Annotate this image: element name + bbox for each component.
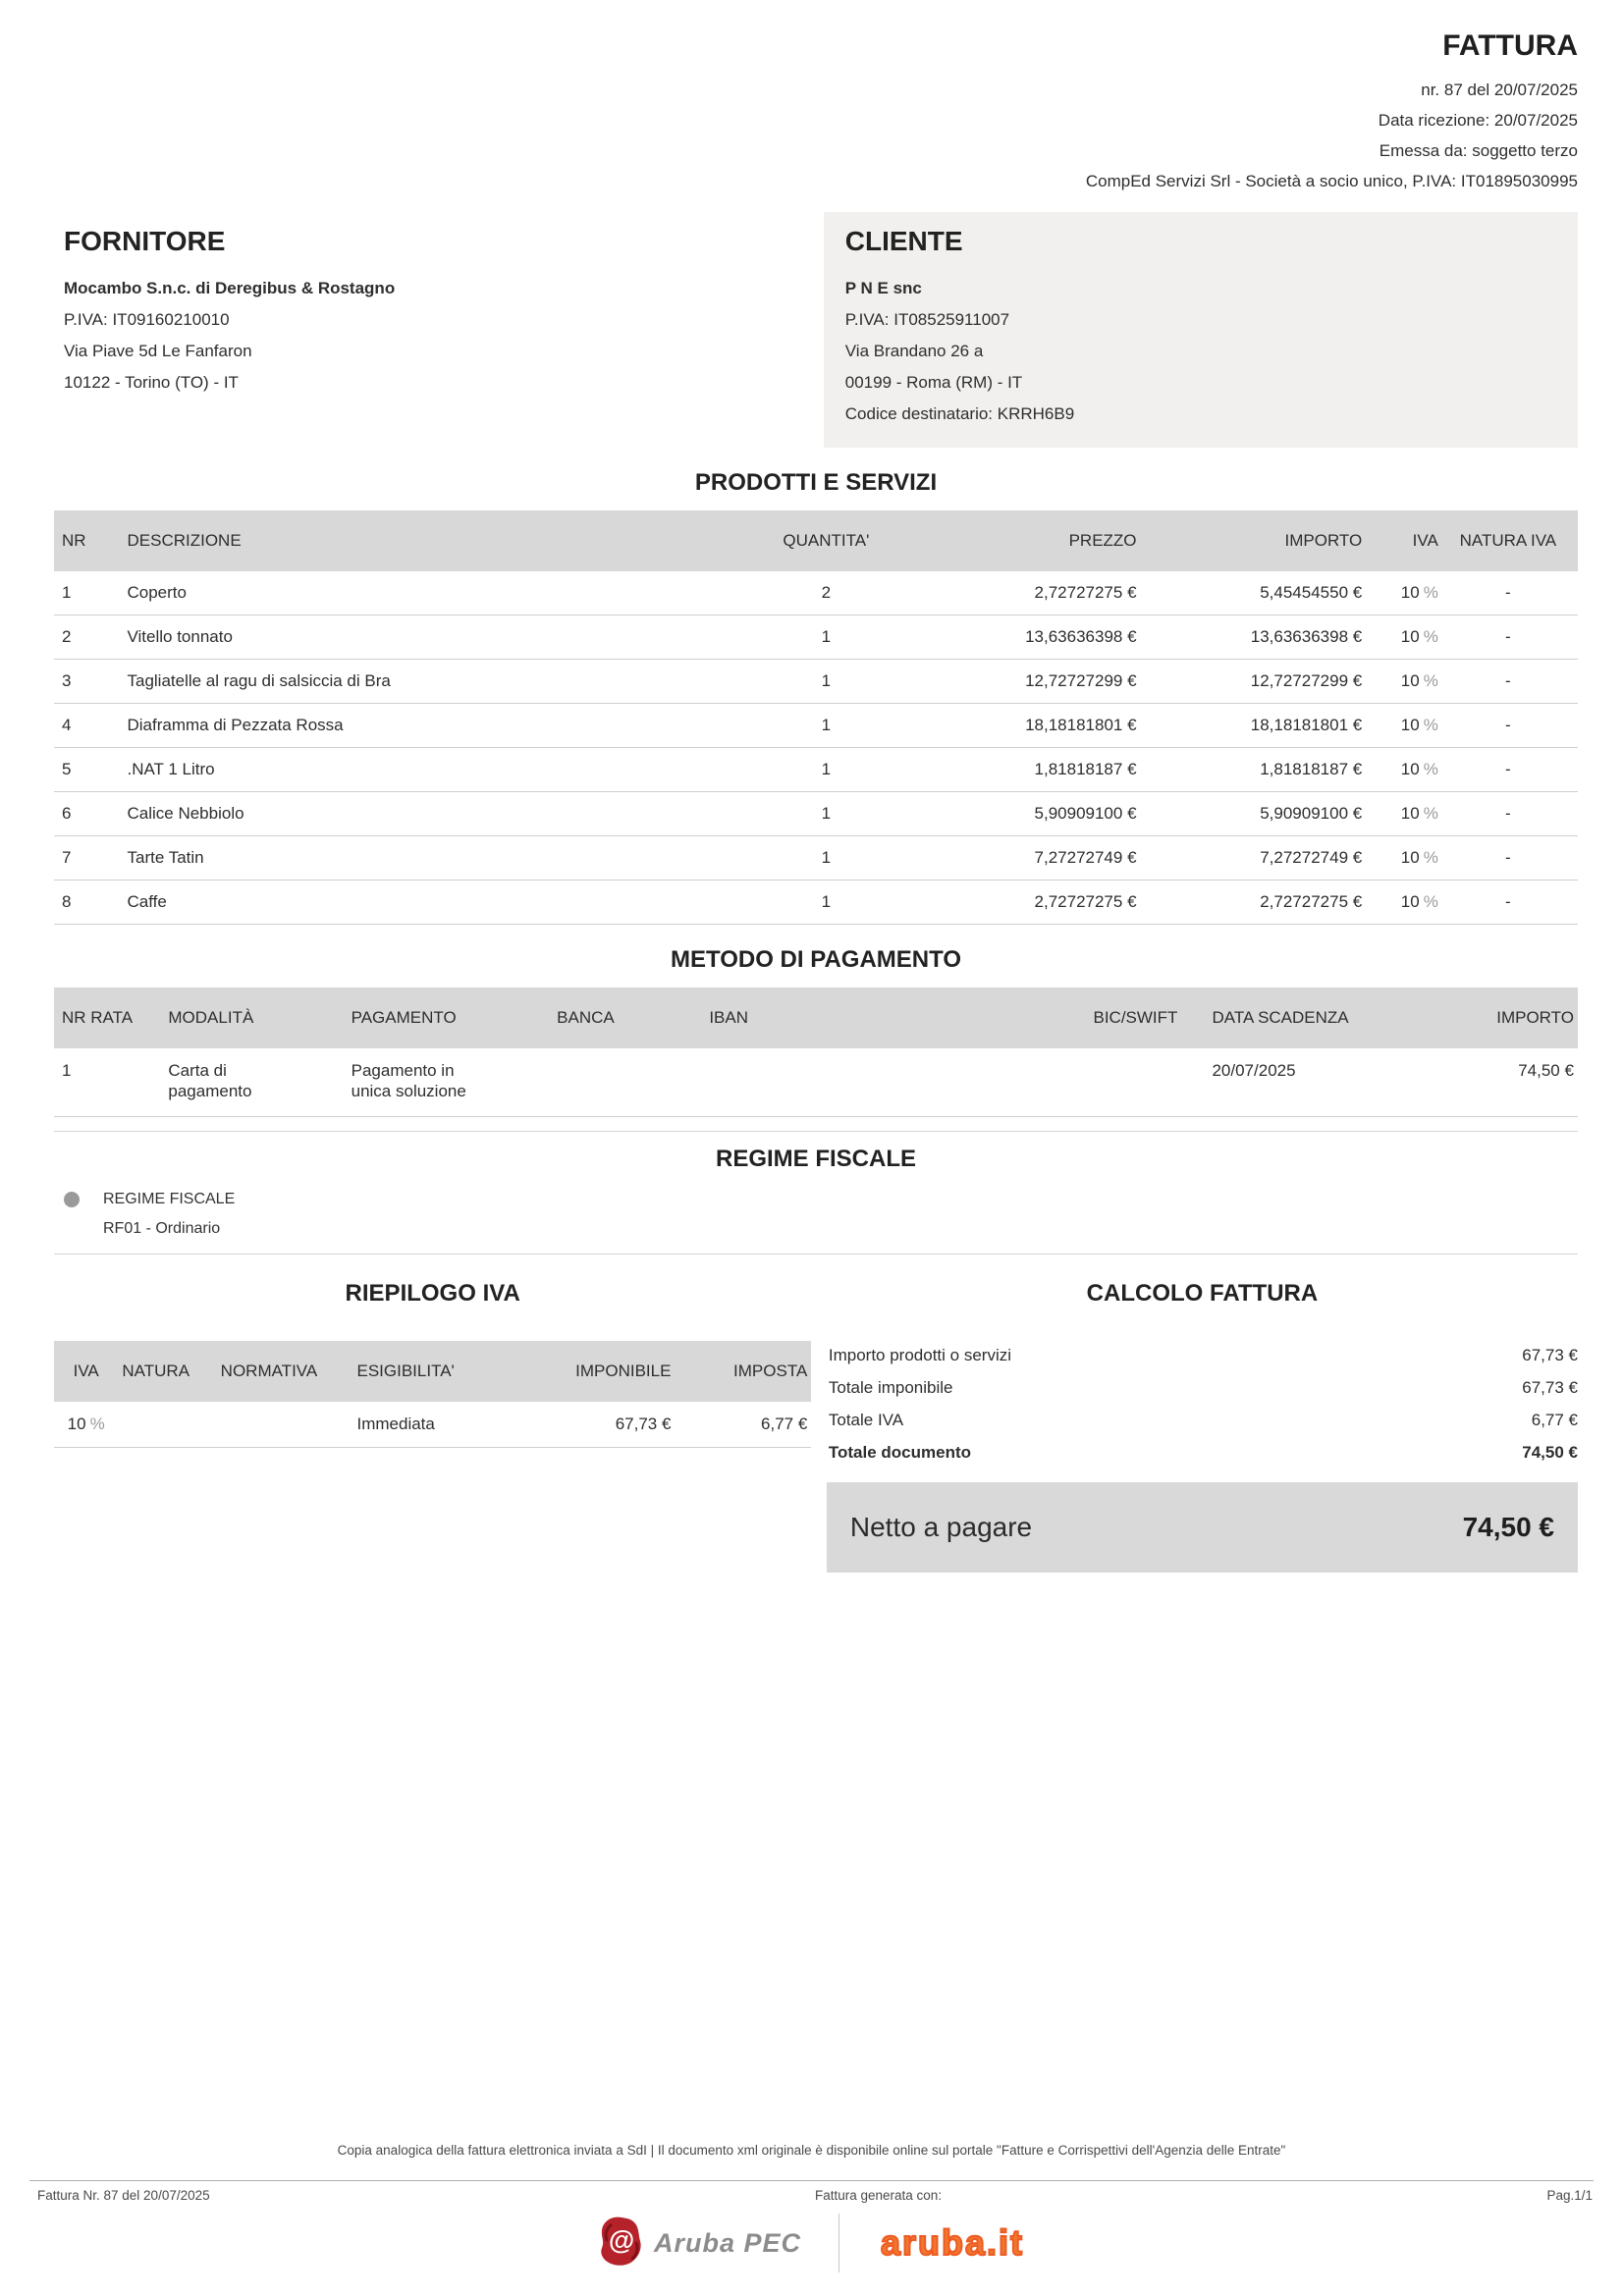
product-row <box>54 748 1578 792</box>
vat-imponibile: 67,73 € <box>615 1415 672 1433</box>
percent-sign: % <box>1423 716 1438 734</box>
col-iva: IVA <box>1412 531 1438 550</box>
supplier-block <box>54 212 808 448</box>
product-vat-rate: 10 % <box>1400 671 1438 690</box>
footer-logos <box>0 2209 1623 2277</box>
customer-heading: CLIENTE <box>844 226 963 256</box>
calc-label: Totale documento <box>828 1443 972 1462</box>
legal-note: Copia analogica della fattura elettronica inviata a SdI | Il documento xml originale è disponibile online sul portale "Fatture e Corrispettivi dell'Agenzia delle Entrate" <box>337 2143 1286 2158</box>
bullet-icon <box>64 1192 80 1207</box>
vat-summary-block <box>54 1258 811 1573</box>
product-amount: 18,18181801 € <box>1250 716 1363 734</box>
col-prezzo: PREZZO <box>1068 531 1137 550</box>
product-row <box>54 571 1578 615</box>
tax-regime-item <box>54 1191 1578 1208</box>
product-description: .NAT 1 Litro <box>127 760 215 778</box>
product-quantity: 1 <box>821 892 832 911</box>
product-price: 13,63636398 € <box>1025 627 1137 646</box>
product-vat-nature: - <box>1505 671 1511 690</box>
percent-sign: % <box>1423 760 1438 778</box>
customer-city: 00199 - Roma (RM) - IT <box>844 373 1023 392</box>
product-price: 2,72727275 € <box>1034 892 1137 911</box>
product-quantity: 1 <box>821 848 832 867</box>
product-amount: 2,72727275 € <box>1260 892 1363 911</box>
vat-summary-table-header <box>54 1341 811 1402</box>
calc-row-taxable <box>827 1371 1578 1404</box>
customer-block <box>824 212 1578 448</box>
calc-label: Totale IVA <box>828 1411 904 1429</box>
product-nr: 1 <box>62 583 72 602</box>
calc-value: 6,77 € <box>1531 1411 1578 1429</box>
product-amount: 5,90909100 € <box>1260 804 1363 823</box>
reception-date-line: Data ricezione: 20/07/2025 <box>1378 111 1578 130</box>
product-price: 7,27272749 € <box>1034 848 1137 867</box>
product-vat-nature: - <box>1505 848 1511 867</box>
percent-sign: % <box>1423 804 1438 823</box>
payment-nr-rata: 1 <box>62 1061 72 1080</box>
product-vat-rate: 10 % <box>1400 848 1438 867</box>
vat-rate: 10 % <box>67 1415 105 1433</box>
col-natura-iva: NATURA IVA <box>1459 531 1557 550</box>
product-vat-rate: 10 % <box>1400 716 1438 734</box>
payment-section-heading: METODO DI PAGAMENTO <box>670 946 961 973</box>
col-esigibilita: ESIGIBILITA' <box>356 1362 455 1380</box>
tax-regime-value: RF01 - Ordinario <box>103 1220 221 1237</box>
col-imponibile: IMPONIBILE <box>575 1362 672 1380</box>
product-description: Diaframma di Pezzata Rossa <box>127 716 344 734</box>
calc-value: 67,73 € <box>1522 1346 1578 1364</box>
product-vat-nature: - <box>1505 716 1511 734</box>
product-vat-nature: - <box>1505 583 1511 602</box>
product-row <box>54 660 1578 704</box>
footer-generated-with: Fattura generata con: <box>814 2188 943 2203</box>
col-nr: NR <box>62 531 86 550</box>
net-to-pay-box <box>827 1482 1578 1573</box>
product-row <box>54 792 1578 836</box>
product-description: Tagliatelle al ragu di salsiccia di Bra <box>127 671 391 690</box>
product-nr: 4 <box>62 716 72 734</box>
aruba-pec-logo <box>599 2216 801 2271</box>
percent-sign: % <box>1423 627 1438 646</box>
percent-sign: % <box>1423 671 1438 690</box>
supplier-name: Mocambo S.n.c. di Deregibus & Rostagno <box>64 279 396 297</box>
invoice-calc-heading: CALCOLO FATTURA <box>1086 1280 1319 1307</box>
product-row <box>54 704 1578 748</box>
product-nr: 5 <box>62 760 72 778</box>
product-amount: 13,63636398 € <box>1250 627 1363 646</box>
customer-recipient-code: Codice destinatario: KRRH6B9 <box>844 404 1075 423</box>
col-iban: IBAN <box>709 1008 749 1027</box>
col-bic-swift: BIC/SWIFT <box>1093 1008 1178 1027</box>
col-modalita: MODALITÀ <box>168 1008 254 1027</box>
footer-row <box>37 2188 1593 2203</box>
customer-name: P N E snc <box>844 279 922 297</box>
net-to-pay-label: Netto a pagare <box>849 1512 1033 1542</box>
product-quantity: 1 <box>821 671 832 690</box>
payment-importo: 74,50 € <box>1518 1061 1574 1080</box>
product-description: Calice Nebbiolo <box>127 804 244 823</box>
parties-section <box>54 212 1578 448</box>
aruba-rose-icon <box>599 2216 644 2271</box>
product-price: 5,90909100 € <box>1034 804 1137 823</box>
payment-row <box>54 1048 1578 1117</box>
product-price: 1,81818187 € <box>1034 760 1137 778</box>
payment-table <box>54 988 1578 1117</box>
product-nr: 8 <box>62 892 72 911</box>
calc-value: 74,50 € <box>1522 1443 1578 1462</box>
vat-summary-row <box>54 1402 811 1448</box>
product-description: Caffe <box>127 892 167 911</box>
product-description: Vitello tonnato <box>127 627 233 646</box>
payment-modalita: Carta di pagamento <box>168 1061 252 1100</box>
col-natura: NATURA <box>122 1362 190 1380</box>
vat-summary-heading: RIEPILOGO IVA <box>345 1280 520 1307</box>
footer-invoice-ref: Fattura Nr. 87 del 20/07/2025 <box>37 2188 210 2203</box>
product-vat-rate: 10 % <box>1400 627 1438 646</box>
third-party-line: CompEd Servizi Srl - Società a socio unico, P.IVA: IT01895030995 <box>1085 172 1578 190</box>
product-price: 18,18181801 € <box>1025 716 1137 734</box>
product-quantity: 1 <box>821 627 832 646</box>
product-row <box>54 881 1578 925</box>
product-quantity: 1 <box>821 760 832 778</box>
col-normativa: NORMATIVA <box>220 1362 318 1380</box>
invoice-calc-rows <box>827 1339 1578 1468</box>
product-description: Coperto <box>127 583 187 602</box>
product-vat-rate: 10 % <box>1400 804 1438 823</box>
invoice-title: FATTURA <box>1442 29 1578 62</box>
product-vat-nature: - <box>1505 760 1511 778</box>
customer-address: Via Brandano 26 a <box>844 342 984 360</box>
payment-pagamento: Pagamento in unica soluzione <box>351 1061 466 1100</box>
product-vat-rate: 10 % <box>1400 892 1438 911</box>
calc-label: Totale imponibile <box>828 1378 953 1397</box>
product-row <box>54 615 1578 660</box>
aruba-pec-label: Aruba PEC <box>653 2227 801 2258</box>
supplier-heading: FORNITORE <box>64 226 226 256</box>
col-imposta: IMPOSTA <box>733 1362 808 1380</box>
supplier-address: Via Piave 5d Le Fanfaron <box>64 342 252 360</box>
product-nr: 7 <box>62 848 72 867</box>
product-description: Tarte Tatin <box>127 848 204 867</box>
col-descrizione: DESCRIZIONE <box>127 531 242 550</box>
product-nr: 3 <box>62 671 72 690</box>
tax-regime-label: REGIME FISCALE <box>103 1191 236 1207</box>
product-quantity: 1 <box>821 804 832 823</box>
svg-text:@: @ <box>608 2224 635 2255</box>
calc-row-document-total <box>827 1436 1578 1468</box>
product-price: 2,72727275 € <box>1034 583 1137 602</box>
col-pagamento: PAGAMENTO <box>351 1008 457 1027</box>
summary-section <box>54 1258 1578 1573</box>
product-amount: 7,27272749 € <box>1260 848 1363 867</box>
product-price: 12,72727299 € <box>1025 671 1137 690</box>
col-nr-rata: NR RATA <box>62 1008 134 1027</box>
percent-sign: % <box>1423 583 1438 602</box>
footer-divider <box>29 2180 1594 2181</box>
product-nr: 2 <box>62 627 72 646</box>
percent-sign: % <box>1423 848 1438 867</box>
payment-table-header <box>54 988 1578 1048</box>
footer-page-number: Pag.1/1 <box>1546 2188 1593 2203</box>
product-quantity: 1 <box>821 716 832 734</box>
product-amount: 12,72727299 € <box>1250 671 1363 690</box>
products-table <box>54 510 1578 925</box>
payment-data-scadenza: 20/07/2025 <box>1212 1061 1296 1080</box>
product-amount: 1,81818187 € <box>1260 760 1363 778</box>
document-header <box>54 29 1578 196</box>
calc-label: Importo prodotti o servizi <box>828 1346 1012 1364</box>
invoice-number-line: nr. 87 del 20/07/2025 <box>1421 80 1578 99</box>
col-iva-rate: IVA <box>73 1362 99 1380</box>
invoice-meta <box>54 75 1578 196</box>
calc-row-products <box>827 1339 1578 1371</box>
net-to-pay-value: 74,50 € <box>1462 1512 1554 1542</box>
calc-value: 67,73 € <box>1522 1378 1578 1397</box>
invoice-calc-block <box>827 1258 1578 1573</box>
col-data-scadenza: DATA SCADENZA <box>1212 1008 1349 1027</box>
col-banca: BANCA <box>557 1008 615 1027</box>
calc-row-vat <box>827 1404 1578 1436</box>
col-quantita: QUANTITA' <box>783 531 870 550</box>
product-amount: 5,45454550 € <box>1260 583 1363 602</box>
products-section-heading: PRODOTTI E SERVIZI <box>694 469 938 496</box>
vat-imposta: 6,77 € <box>761 1415 808 1433</box>
supplier-city: 10122 - Torino (TO) - IT <box>64 373 239 392</box>
product-vat-nature: - <box>1505 804 1511 823</box>
percent-sign: % <box>89 1415 105 1433</box>
customer-vat: P.IVA: IT08525911007 <box>844 310 1010 329</box>
product-vat-nature: - <box>1505 892 1511 911</box>
aruba-it-logo: aruba.it <box>881 2222 1025 2263</box>
supplier-vat: P.IVA: IT09160210010 <box>64 310 230 329</box>
col-importo: IMPORTO <box>1284 531 1363 550</box>
col-importo-pagamento: IMPORTO <box>1496 1008 1574 1027</box>
product-vat-nature: - <box>1505 627 1511 646</box>
vat-esigibilita: Immediata <box>356 1415 435 1433</box>
product-vat-rate: 10 % <box>1400 583 1438 602</box>
issued-by-line: Emessa da: soggetto terzo <box>1379 141 1578 160</box>
product-quantity: 2 <box>821 583 832 602</box>
percent-sign: % <box>1423 892 1438 911</box>
products-table-header <box>54 510 1578 571</box>
product-nr: 6 <box>62 804 72 823</box>
product-row <box>54 836 1578 881</box>
tax-regime-heading: REGIME FISCALE <box>715 1146 916 1172</box>
product-vat-rate: 10 % <box>1400 760 1438 778</box>
tax-regime-section <box>54 1131 1578 1255</box>
